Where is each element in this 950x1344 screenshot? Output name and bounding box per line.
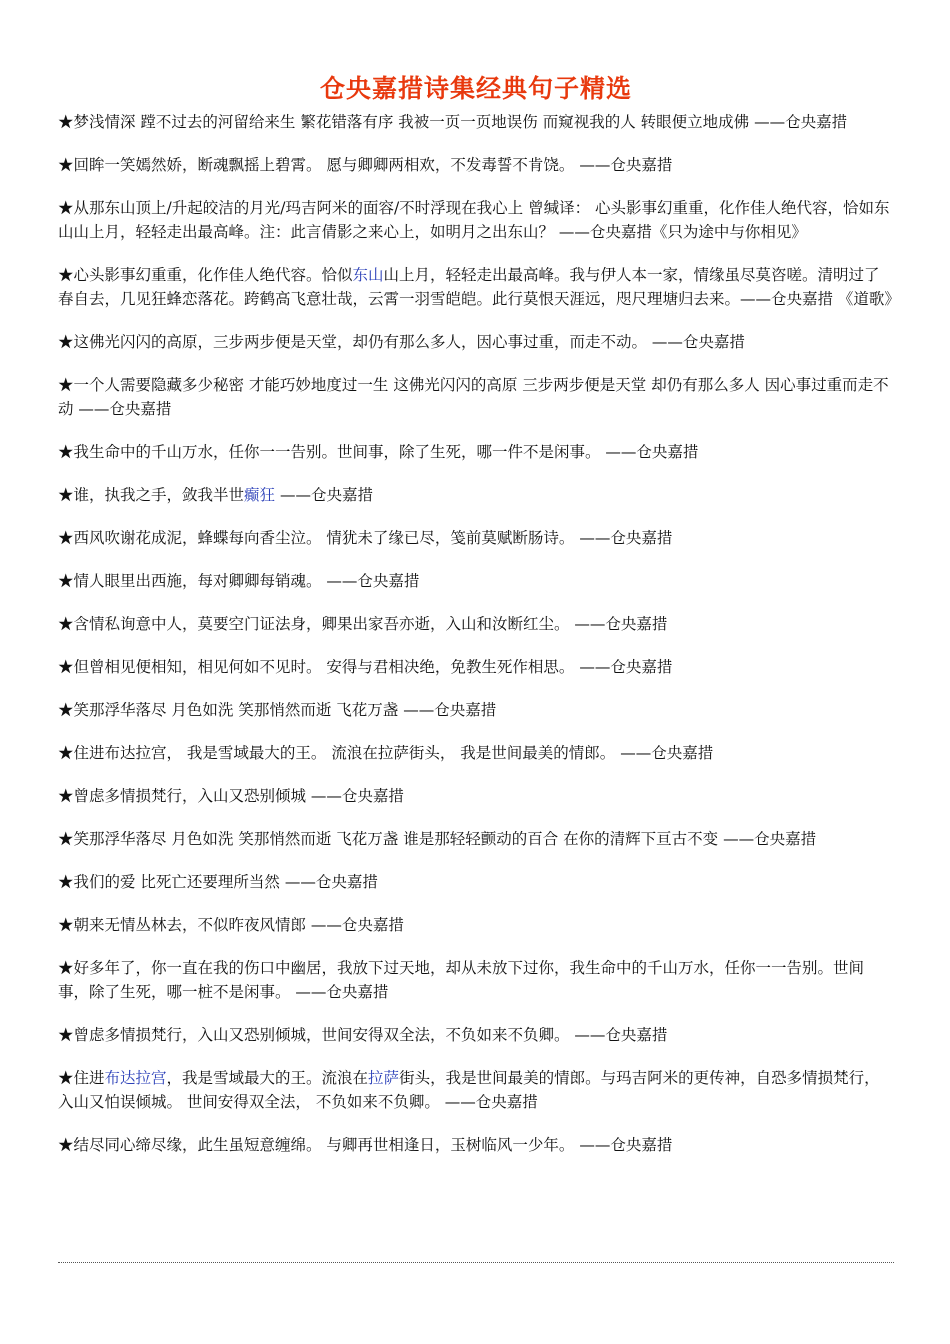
quote-text: ★住进布达拉宫， 我是雪域最大的王。 流浪在拉萨街头， 我是世间最美的情郎。 ——仓央嘉措 bbox=[58, 744, 714, 762]
quote-text: ，我是雪域最大的王。流浪在 bbox=[166, 1069, 369, 1087]
quote-text: ★西风吹谢花成泥，蜂蝶每向香尘泣。 情犹未了缘已尽，笺前莫赋断肠诗。 ——仓央嘉措 bbox=[58, 529, 673, 547]
quote-paragraph bbox=[58, 913, 894, 937]
quote-link[interactable]: 东山 bbox=[352, 266, 384, 284]
quote-paragraph bbox=[58, 196, 894, 244]
quote-text: ★曾虑多情损梵行，入山又恐别倾城，世间安得双全法，不负如来不负卿。 ——仓央嘉措 bbox=[58, 1026, 668, 1044]
quote-text: ★含情私询意中人，莫要空门证法身，卿果出家吾亦逝，入山和汝断红尘。 ——仓央嘉措 bbox=[58, 615, 668, 633]
footer-divider bbox=[58, 1262, 894, 1263]
quote-paragraph bbox=[58, 483, 894, 507]
quote-text: ——仓央嘉措 bbox=[275, 486, 373, 504]
quote-text: ★住进 bbox=[58, 1069, 105, 1087]
quote-paragraph bbox=[58, 373, 894, 421]
quote-text: ★结尽同心缔尽缘，此生虽短意缠绵。 与卿再世相逢日，玉树临风一少年。 ——仓央嘉措 bbox=[58, 1136, 673, 1154]
quote-paragraph bbox=[58, 655, 894, 679]
quote-text: ★谁，执我之手，敛我半世 bbox=[58, 486, 245, 504]
quote-text: ★但曾相见便相知，相见何如不见时。 安得与君相决绝，免教生死作相思。 ——仓央嘉措 bbox=[58, 658, 673, 676]
quote-text: ★朝来无情丛林去，不似昨夜风情郎 ——仓央嘉措 bbox=[58, 916, 404, 934]
quote-paragraph bbox=[58, 440, 894, 464]
quote-link[interactable]: 拉萨 bbox=[368, 1069, 400, 1087]
quote-paragraph bbox=[58, 784, 894, 808]
quote-text: ★我们的爱 比死亡还要理所当然 ——仓央嘉措 bbox=[58, 873, 378, 891]
page-title: 仓央嘉措诗集经典句子精选 bbox=[319, 74, 632, 103]
quote-paragraph bbox=[58, 263, 900, 311]
quote-text: 街头，我是世间最美的情郎。与玛吉阿米的更传神，自恐多情损梵行， 入山又怕误倾城。 世间安得双全法， 不负如来不负卿。 ——仓央嘉措 bbox=[58, 1069, 880, 1111]
quote-paragraph bbox=[58, 110, 894, 134]
quote-link[interactable]: 布达拉宫 bbox=[104, 1069, 167, 1087]
quote-text: ★心头影事幻重重，化作佳人绝代容。恰似 bbox=[58, 266, 353, 284]
quote-paragraph bbox=[58, 956, 894, 1004]
quote-paragraph bbox=[58, 612, 894, 636]
quote-paragraph bbox=[58, 1023, 894, 1047]
quote-text: 山上月，轻轻走出最高峰。我与伊人本一家，情缘虽尽莫咨嗟。清明过了春自去，几见狂蜂恋落花。跨鹤高飞意壮哉，云霄一羽雪皑皑。此行莫恨天涯远，咫尺理塘归去来。——仓央嘉措 《道歌》 bbox=[58, 266, 900, 308]
quote-text: ★从那东山顶上/升起皎洁的月光/玛吉阿米的面容/不时浮现在我心上 曾缄译： 心头影事幻重重，化作佳人绝代容，恰如东山山上月，轻轻走出最高峰。注：此言倩影之来心上，如明月之出东山？ ——仓央嘉措《只为途中与你相见》 bbox=[58, 199, 890, 241]
quote-text: ★回眸一笑嫣然娇，断魂飘摇上碧霄。 愿与卿卿两相欢，不发毒誓不肯饶。 ——仓央嘉措 bbox=[58, 156, 673, 174]
quote-text: ★这佛光闪闪的高原，三步两步便是天堂，却仍有那么多人，因心事过重，而走不动。 ——仓央嘉措 bbox=[58, 333, 745, 351]
quote-paragraph bbox=[58, 827, 894, 851]
quote-text: ★笑那浮华落尽 月色如洗 笑那悄然而逝 飞花万盏 ——仓央嘉措 bbox=[58, 701, 497, 719]
quote-paragraph bbox=[58, 741, 894, 765]
quote-paragraph bbox=[58, 870, 894, 894]
quote-paragraph bbox=[58, 526, 894, 550]
quote-paragraph bbox=[58, 698, 894, 722]
quote-text: ★一个人需要隐藏多少秘密 才能巧妙地度过一生 这佛光闪闪的高原 三步两步便是天堂 却仍有那么多人 因心事过重而走不动 ——仓央嘉措 bbox=[58, 376, 889, 418]
quote-text: ★我生命中的千山万水，任你一一告别。世间事，除了生死，哪一件不是闲事。 ——仓央嘉措 bbox=[58, 443, 699, 461]
quote-text: ★梦浅情深 蹚不过去的河留给来生 繁花错落有序 我被一页一页地误伤 而窥视我的人 转眼便立地成佛 ——仓央嘉措 bbox=[58, 113, 848, 131]
quote-list bbox=[58, 110, 900, 1157]
quote-paragraph bbox=[58, 153, 894, 177]
document-body bbox=[58, 70, 900, 1176]
quote-paragraph bbox=[58, 1066, 894, 1114]
quote-paragraph bbox=[58, 1133, 894, 1157]
quote-link[interactable]: 癫狂 bbox=[244, 486, 276, 504]
quote-paragraph bbox=[58, 569, 894, 593]
quote-text: ★笑那浮华落尽 月色如洗 笑那悄然而逝 飞花万盏 谁是那轻轻颤动的百合 在你的清辉下亘古不变 ——仓央嘉措 bbox=[58, 830, 817, 848]
quote-text: ★好多年了，你一直在我的伤口中幽居，我放下过天地，却从未放下过你，我生命中的千山万水，任你一一告别。世间事，除了生死，哪一桩不是闲事。 ——仓央嘉措 bbox=[58, 959, 865, 1001]
quote-paragraph bbox=[58, 330, 894, 354]
quote-text: ★曾虑多情损梵行，入山又恐别倾城 ——仓央嘉措 bbox=[58, 787, 404, 805]
quote-text: ★情人眼里出西施，每对卿卿每销魂。 ——仓央嘉措 bbox=[58, 572, 420, 590]
